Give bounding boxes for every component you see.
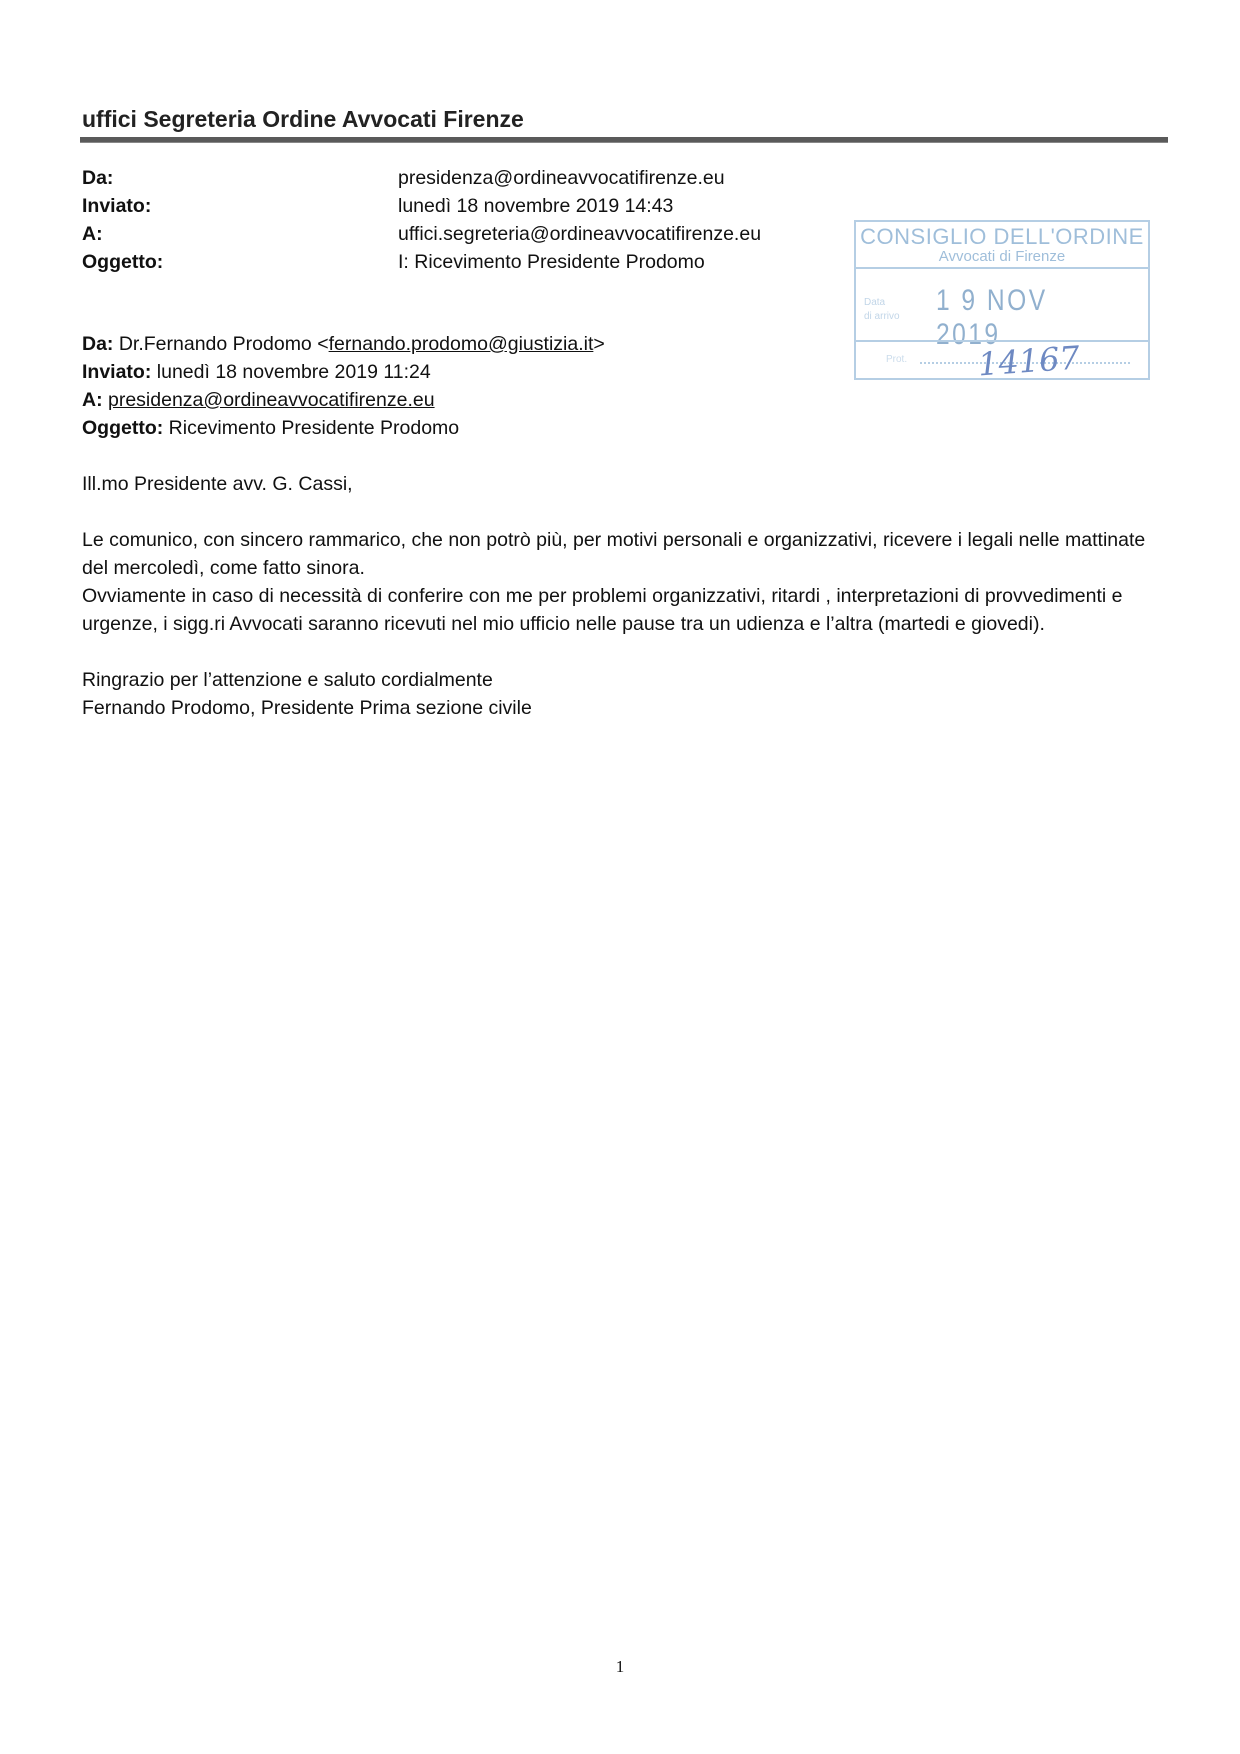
stamp-protocol-label: Prot. xyxy=(886,354,908,365)
outer-sent-label: Inviato: xyxy=(82,195,152,217)
fwd-from-email-link[interactable]: fernando.prodomo@giustizia.it xyxy=(328,333,594,355)
stamp-side-label xyxy=(864,296,900,324)
outer-sent-value: lunedì 18 novembre 2019 14:43 xyxy=(398,195,674,217)
outer-subject-value: I: Ricevimento Presidente Prodomo xyxy=(398,251,705,273)
fwd-sent-value: lunedì 18 novembre 2019 11:24 xyxy=(156,361,431,383)
fwd-sent-label: Inviato: xyxy=(82,361,152,383)
page-number: 1 xyxy=(615,1657,625,1676)
outer-subject-label: Oggetto: xyxy=(82,251,164,273)
header-rule xyxy=(80,137,1168,143)
fwd-subject-label: Oggetto: xyxy=(82,417,164,439)
fwd-to-email-link[interactable]: presidenza@ordineavvocatifirenze.eu xyxy=(108,389,435,411)
body-paragraph-2: Ovviamente in caso di necessità di conferire con me per problemi organizzativi, ritardi , interpretazioni di provvedimenti e urgenze, i sigg.ri Avvocati saranno ricevuti nel mio ufficio nelle pause tra un udienza e l’altra (martedi e giovedi). xyxy=(82,585,1123,635)
body-paragraph-1: Le comunico, con sincero rammarico, che non potrò più, per motivi personali e organizzativi, ricevere i legali nelle mattinate del mercoledì, come fatto sinora. xyxy=(82,529,1146,579)
arrival-stamp xyxy=(854,220,1150,384)
stamp-side-label-2: di arrivo xyxy=(864,311,900,322)
fwd-subject-line xyxy=(82,414,605,442)
stamp-protocol-number: 14167 xyxy=(976,338,1081,384)
fwd-from-label: Da: xyxy=(82,333,114,355)
message-body xyxy=(82,470,1162,722)
outer-to-value: uffici.segreteria@ordineavvocatifirenze.eu xyxy=(398,223,762,245)
outer-to-label: A: xyxy=(82,223,103,245)
body-signature: Fernando Prodomo, Presidente Prima sezione civile xyxy=(82,697,532,719)
body-closing: Ringrazio per l’attenzione e saluto cordialmente xyxy=(82,669,493,691)
fwd-sent-line xyxy=(82,358,605,386)
outer-from-value: presidenza@ordineavvocatifirenze.eu xyxy=(398,167,725,189)
stamp-divider-lower xyxy=(856,340,1148,342)
stamp-subtitle: Avvocati di Firenze xyxy=(938,248,1066,265)
fwd-subject-value: Ricevimento Presidente Prodomo xyxy=(168,417,460,439)
fwd-from-line: Da: Dr.Fernando Prodomo <fernando.prodomo@giustizia.it> xyxy=(82,333,605,355)
body-greeting: Ill.mo Presidente avv. G. Cassi, xyxy=(82,473,353,495)
fwd-to-label: A: xyxy=(82,389,103,411)
forwarded-message-header xyxy=(82,330,605,442)
outer-from-label: Da: xyxy=(82,167,114,189)
stamp-side-label-1: Data xyxy=(864,297,886,308)
fwd-to-line xyxy=(82,386,605,414)
stamp-divider xyxy=(856,267,1148,269)
header-title: uffici Segreteria Ordine Avvocati Firenze xyxy=(82,106,524,132)
fwd-from-name: Dr.Fernando Prodomo xyxy=(118,333,312,355)
stamp-title: CONSIGLIO DELL'ORDINE xyxy=(860,224,1144,249)
stamp-date: 1 9 NOV 2019 xyxy=(936,284,1048,351)
